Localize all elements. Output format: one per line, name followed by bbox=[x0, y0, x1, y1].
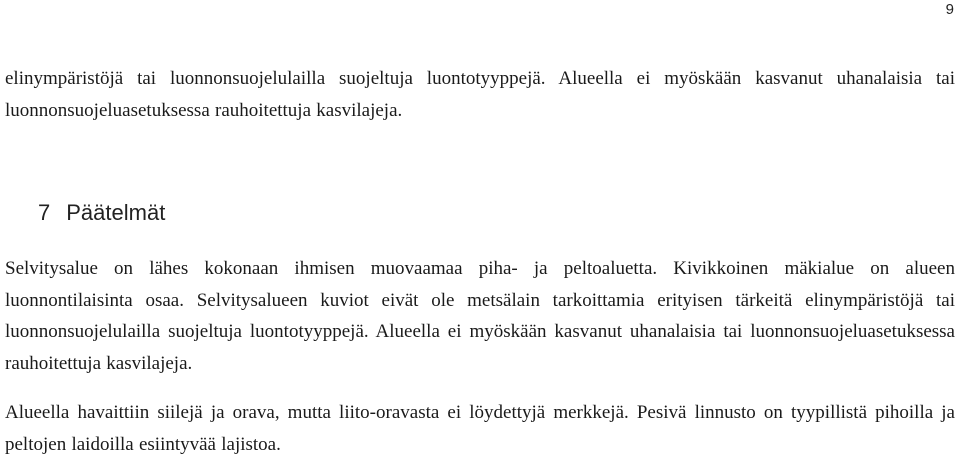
intro-paragraph: elinympäristöjä tai luonnonsuojelulailla suojeltuja luontotyyppejä. Alueella ei myöskään kasvanut uhanalaisia tai luonnonsuojeluasetuksessa rauhoitettuja kasvilajeja. bbox=[5, 68, 955, 121]
section-number: 7 bbox=[38, 200, 51, 225]
section-heading bbox=[38, 198, 165, 228]
section-title: Päätelmät bbox=[66, 200, 166, 225]
conclusion-paragraph: Selvitysalue on lähes kokonaan ihmisen muovaamaa piha- ja peltoaluetta. Kivikkoinen mäkialue on alueen luonnontilaisinta osaa. Selvitysalueen kuviot eivät ole metsälain tarkoittamia erityisen tärkeitä elinympäristöjä tai luonnonsuojelulailla suojeltuja luontotyyppejä. Alueella ei myöskään kasvanut uhanalaisia tai luonnonsuojeluasetuksessa rauhoitettuja kasvilajeja. bbox=[5, 258, 955, 374]
fauna-paragraph: Alueella havaittiin siilejä ja orava, mutta liito-oravasta ei löydettyjä merkkejä. Pesivä linnusto on tyypillistä pihoilla ja peltojen laidoilla esiintyvää lajistoa. bbox=[5, 402, 955, 455]
page-number: 9 bbox=[945, 1, 954, 18]
